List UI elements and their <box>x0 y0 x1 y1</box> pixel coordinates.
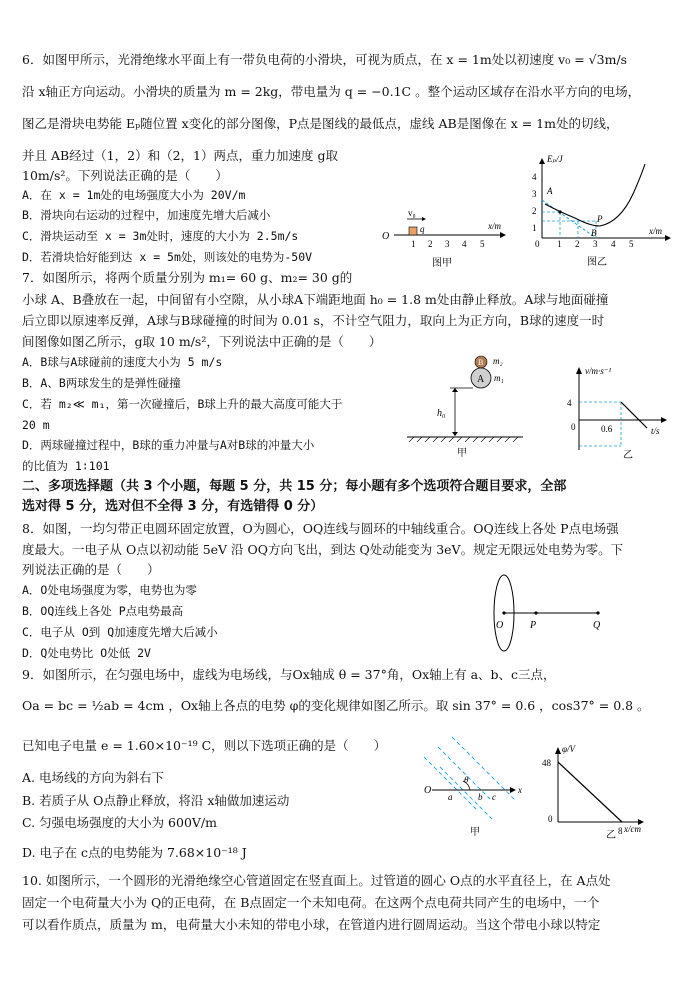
q6-line-1: 6．如图甲所示，光滑绝缘水平面上有一带负电荷的小滑块，可视为质点，在 x = 1m处以初速度 v₀ = √3m/s <box>22 52 628 67</box>
point-b-label: B <box>591 228 597 238</box>
y-axis-label: v/m·s⁻¹ <box>585 366 612 376</box>
x-tick-2: 2 <box>575 239 580 249</box>
h0-label: h₀ <box>437 408 446 419</box>
q6-line-2: 沿 x轴正方向运动。小滑块的质量为 m = 2kg，带电量为 q = −0.1C 。整个运动区域存在沿水平方向的电场， <box>22 84 641 99</box>
v0-label: v₀ <box>408 208 416 218</box>
origin-label: 0 <box>571 422 576 432</box>
y-axis-label: Eₚ/J <box>547 154 563 164</box>
point-a-label: A <box>547 186 553 196</box>
q6-option-d: D．若滑块恰好能到达 x = 5m处，则该处的电势为-50V <box>22 250 313 264</box>
q6-line-3: 图乙是滑块电势能 Eₚ随位置 x变化的部分图像，P点是图线的最低点，虚线 AB是图像在 x = 1m处的切线， <box>22 116 619 131</box>
q6-option-b: B．滑块向右运动的过程中，加速度先增大后减小 <box>22 208 271 222</box>
q8-line-3: 列说法正确的是（ ） <box>22 562 160 577</box>
q7-line-3: 后立即以原速率反弹，A球与B球碰撞的时间为 0.01 s，不计空气阻力，取向上为正方向，B球的速度一时 <box>22 313 605 328</box>
point-p-label: P <box>597 214 603 224</box>
origin-label: O <box>382 231 390 242</box>
y-tick-3: 3 <box>532 189 537 199</box>
q8-option-a: A．O处电场强度为零，电势也为零 <box>22 583 197 597</box>
point-c-label: c <box>492 792 496 802</box>
tick-2: 2 <box>428 239 433 249</box>
q9-option-c: C. 匀强电场强度的大小为 600V/m <box>22 815 217 830</box>
theta-label: θ <box>464 775 469 785</box>
q6-line-4: 并且 AB经过（1，2）和（2，1）两点，重力加速度 g取 <box>22 148 338 163</box>
q7-figure-jia <box>405 352 525 460</box>
q10-line-1: 10. 如图所示，一个圆形的光滑绝缘空心管道固定在竖直面上。过管道的圆心 O点的水平直径上，在 A点处 <box>22 873 611 888</box>
tick-4: 4 <box>462 239 467 249</box>
q9-option-a: A. 电场线的方向为斜右下 <box>22 770 164 785</box>
x-tick-5: 5 <box>629 239 634 249</box>
point-o-label: O <box>424 785 432 796</box>
section-2-heading-line-1: 二、多项选择题（共 3 个小题，每题 5 分，共 15 分；每小题有多个选项符合题目要求，全部 <box>22 479 567 494</box>
q8-line-1: 8．如图，一均匀带正电圆环固定放置，O为圆心，OQ连线与圆环的中轴线重合。OQ连线上各处 P点电场强 <box>22 521 619 536</box>
x-axis-label: x/m <box>649 226 662 236</box>
q7-figure-yi <box>565 362 675 462</box>
q9-option-b: B. 若质子从 O点静止释放，将沿 x轴做加速运动 <box>22 793 290 808</box>
q9-line-1: 9．如图所示，在匀强电场中，虚线为电场线，与Ox轴成 θ = 37°角，Ox轴上有 a、b、c三点， <box>22 667 556 682</box>
q9-option-d: D. 电子在 c点的电势能为 7.68×10⁻¹⁸ J <box>22 845 247 860</box>
y-tick-1: 1 <box>532 223 537 233</box>
x-axis-label: t/s <box>651 426 660 436</box>
point-a-label: a <box>448 792 453 802</box>
q8-ring-figure <box>480 568 630 658</box>
q7-option-d-line-2: 的比值为 1∶101 <box>22 459 110 473</box>
q8-line-2: 度最大。一电子从 O点以初动能 5eV 沿 OQ方向飞出，到达 Q处动能变为 3eV。规定无限远处电势为零。下 <box>22 542 624 557</box>
q7-option-b: B．A、B两球发生的是弹性碰撞 <box>22 376 181 390</box>
y-tick-4: 4 <box>532 172 537 182</box>
q6-option-a: A．在 x = 1m处的电场强度大小为 20V/m <box>22 188 246 202</box>
y-tick-2: 2 <box>532 206 537 216</box>
q6-line-5: 10m/s²。下列说法正确的是（ ） <box>22 168 228 183</box>
q6-figure-jia <box>380 205 510 270</box>
q8-option-c: C．电子从 O到 Q加速度先增大后减小 <box>22 625 218 639</box>
q9-figure-jia <box>420 735 535 840</box>
tick-5: 5 <box>480 239 485 249</box>
q7-line-2: 小球 A、B叠放在一起，中间留有小空隙，从小球A下端距地面 h₀ = 1.8 m处由静止释放。A球与地面碰撞 <box>22 292 609 307</box>
x-tick-4: 4 <box>611 239 616 249</box>
q6-option-c: C．滑块运动至 x = 3m处时，速度的大小为 2.5m/s <box>22 229 299 243</box>
q7-option-d-line-1: D．两球碰撞过程中，B球的重力冲量与A对B球的冲量大小 <box>22 438 315 452</box>
q8-option-b: B．OQ连线上各处 P点电势最高 <box>22 604 184 618</box>
x-axis-label: x <box>518 785 522 795</box>
point-p-label: P <box>530 620 537 631</box>
q9-line-2: Oa = bc = ½ab = 4cm ，Ox轴上各点的电势 φ的变化规律如图乙所示。取 sin 37° = 0.6 ，cos37° = 0.8 。 <box>22 698 650 713</box>
point-b-label: b <box>478 792 483 802</box>
q7-option-a: A．B球与A球碰前的速度大小为 5 m/s <box>22 355 223 369</box>
origin-label: 0 <box>548 814 553 824</box>
tick-3: 3 <box>445 239 450 249</box>
y-tick-48: 48 <box>542 758 551 768</box>
tick-1: 1 <box>411 239 416 249</box>
y-axis-label: φ/V <box>562 744 575 754</box>
section-2-heading-line-2: 选对得 5 分，选对但不全得 3 分，有选错得 0 分） <box>22 499 324 514</box>
q-label: q <box>420 224 425 234</box>
q8-option-d: D．Q处电势比 O处低 2V <box>22 646 151 660</box>
origin-label: 0 <box>535 239 540 249</box>
q6-figure-yi <box>525 150 685 268</box>
x-tick-1: 1 <box>557 239 562 249</box>
q9-line-3: 已知电子电量 e = 1.60×10⁻¹⁹ C，则以下选项正确的是（ ） <box>22 738 387 753</box>
figure-caption: 甲 <box>457 448 467 459</box>
figure-caption: 甲 <box>470 827 480 838</box>
q7-option-c-line-1: C．若 m₂≪ m₁，第一次碰撞后，B球上升的最大高度可能大于 <box>22 397 343 411</box>
q7-line-4: 间图像如图乙所示，g取 10 m/s²，下列说法中正确的是（ ） <box>22 334 382 349</box>
m2-label: m₂ <box>493 356 503 366</box>
q10-line-2: 固定一个电荷量大小为 Q的正电荷，在 B点固定一个未知电荷。在这两个点电荷共同产生的电场中，一个 <box>22 895 600 910</box>
figure-caption: 图甲 <box>432 258 452 269</box>
point-q-label: Q <box>593 620 601 631</box>
figure-caption: 乙 <box>623 450 633 461</box>
q9-figure-yi <box>540 742 670 842</box>
figure-caption: 图乙 <box>587 257 607 268</box>
q10-line-3: 可以看作质点，质量为 m，电荷量大小未知的带电小球，在管道内进行圆周运动。当这个带电小球以特定 <box>22 917 601 932</box>
x-tick-3: 3 <box>593 239 598 249</box>
figure-caption: 乙 <box>606 830 616 841</box>
y-tick-4: 4 <box>567 398 572 408</box>
q7-line-1: 7．如图所示，将两个质量分别为 m₁= 60 g、m₂= 30 g的 <box>22 270 353 285</box>
point-o-label: O <box>496 620 504 631</box>
ball-b-label: B <box>478 358 484 367</box>
x-tick-0.6: 0.6 <box>601 424 613 434</box>
x-tick-8: 8 <box>618 826 623 836</box>
m1-label: m₁ <box>494 373 504 383</box>
x-axis-label: x/cm <box>624 824 641 834</box>
ball-a-label: A <box>477 374 485 385</box>
x-axis-label: x/m <box>488 221 501 231</box>
q7-option-c-line-2: 20 m <box>22 418 50 432</box>
